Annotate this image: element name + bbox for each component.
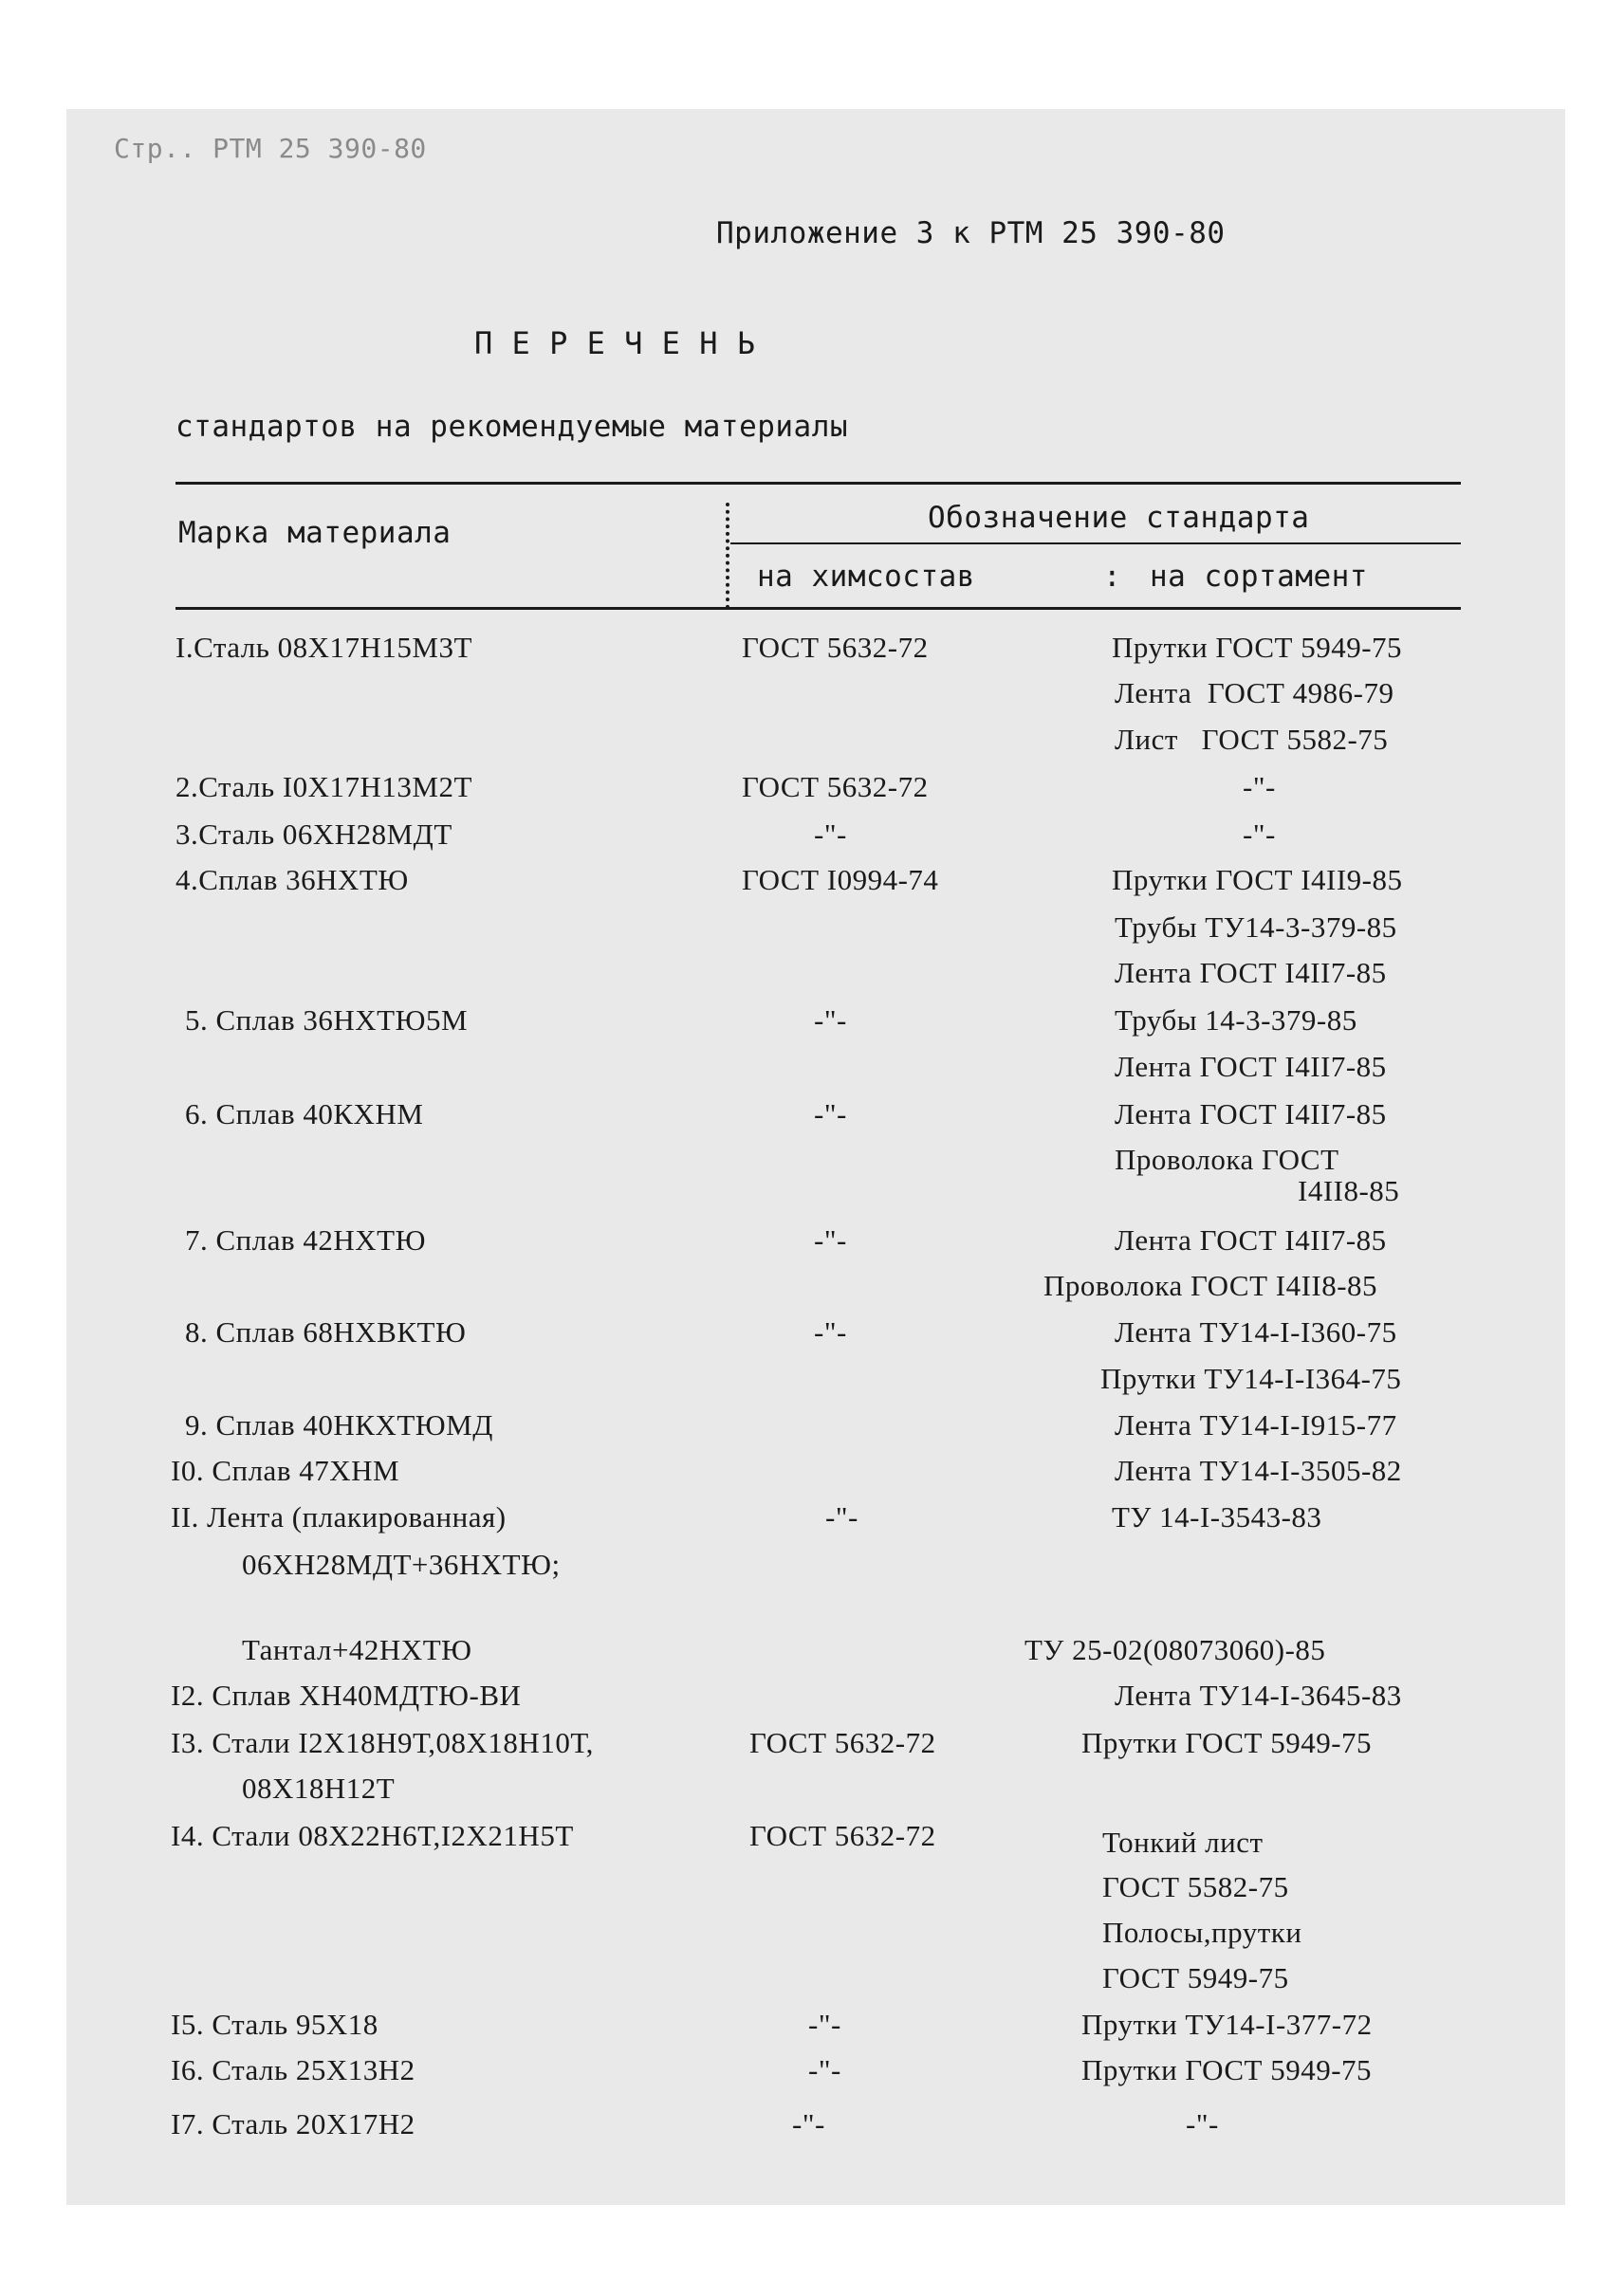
row-15-assort-1: Прутки ТУ14-I-377-72 [1081, 2008, 1373, 2041]
row-6-material: 6. Сплав 40КХНМ [185, 1097, 424, 1130]
header-standard: Обозначение стандарта [928, 501, 1310, 535]
row-12-material: I2. Сплав ХН40МДТЮ-ВИ [171, 1679, 522, 1712]
header-material: Марка материала [178, 516, 452, 550]
row-2-material: 2.Сталь I0Х17Н13М2Т [175, 770, 472, 803]
row-15-material: I5. Сталь 95Х18 [171, 2008, 378, 2041]
row-1-assort-1: Прутки ГОСТ 5949-75 [1112, 631, 1403, 664]
row-8-assort-2: Прутки ТУ14-I-I364-75 [1100, 1362, 1402, 1395]
row-1-chem: ГОСТ 5632-72 [742, 631, 929, 664]
header-mid-rule [730, 542, 1461, 544]
header-separator: : [1103, 560, 1122, 594]
appendix-reference: Приложение 3 к РТМ 25 390-80 [716, 216, 1226, 250]
row-4-assort-1: Прутки ГОСТ I4II9-85 [1112, 863, 1403, 896]
page-header: Стр.. РТМ 25 390-80 [114, 133, 427, 164]
row-14-assort-4: ГОСТ 5949-75 [1102, 1961, 1289, 1994]
row-3-material: 3.Сталь 06ХН28МДТ [175, 817, 452, 851]
row-8-material: 8. Сплав 68НХВКТЮ [185, 1315, 467, 1349]
row-3-chem: -"- [814, 817, 847, 851]
row-5-assort-1: Трубы 14-3-379-85 [1115, 1003, 1357, 1037]
row-11-material-3: Тантал+42НХТЮ [242, 1633, 472, 1666]
row-15-chem: -"- [808, 2008, 841, 2041]
table-top-rule [175, 482, 1461, 485]
row-11-material-1: II. Лента (плакированная) [171, 1500, 507, 1534]
row-16-chem: -"- [808, 2053, 841, 2086]
row-1-material: I.Сталь 08Х17Н15М3Т [175, 631, 472, 664]
row-7-material: 7. Сплав 42НХТЮ [185, 1223, 426, 1257]
row-6-assort-2: Проволока ГОСТ [1115, 1143, 1339, 1176]
row-14-assort-1: Тонкий лист [1102, 1826, 1264, 1859]
row-8-chem: -"- [814, 1315, 847, 1349]
row-4-material: 4.Сплав 36НХТЮ [175, 863, 409, 896]
row-9-assort-1: Лента ТУ14-I-I915-77 [1115, 1408, 1397, 1442]
document-title: П Е Р Е Ч Е Н Ь [474, 325, 756, 361]
header-divider [726, 503, 729, 609]
row-11-material-2: 06ХН28МДТ+36НХТЮ; [242, 1548, 561, 1581]
row-11-chem: -"- [825, 1500, 858, 1534]
row-13-assort-1: Прутки ГОСТ 5949-75 [1081, 1726, 1373, 1759]
row-16-material: I6. Сталь 25Х13Н2 [171, 2053, 415, 2086]
row-13-chem: ГОСТ 5632-72 [749, 1726, 936, 1759]
row-4-assort-3: Лента ГОСТ I4II7-85 [1115, 956, 1387, 989]
row-7-assort-2: Проволока ГОСТ I4II8-85 [1043, 1269, 1378, 1302]
row-6-assort-3: I4II8-85 [1298, 1174, 1400, 1207]
row-17-assort-1: -"- [1186, 2107, 1219, 2140]
row-2-assort-1: -"- [1243, 770, 1276, 803]
row-14-assort-3: Полосы,прутки [1102, 1916, 1302, 1949]
row-11-assort-1: ТУ 14-I-3543-83 [1112, 1500, 1322, 1534]
row-14-material: I4. Стали 08Х22Н6Т,I2Х21Н5Т [171, 1819, 574, 1852]
row-14-chem: ГОСТ 5632-72 [749, 1819, 936, 1852]
row-8-assort-1: Лента ТУ14-I-I360-75 [1115, 1315, 1397, 1349]
row-5-material: 5. Сплав 36НХТЮ5М [185, 1003, 469, 1037]
row-6-assort-1: Лента ГОСТ I4II7-85 [1115, 1097, 1387, 1130]
row-9-material: 9. Сплав 40НКХТЮМД [185, 1408, 493, 1442]
header-chem: на химсостав [757, 560, 975, 594]
row-5-assort-2: Лента ГОСТ I4II7-85 [1115, 1050, 1387, 1083]
row-17-material: I7. Сталь 20Х17Н2 [171, 2107, 415, 2140]
row-4-chem: ГОСТ I0994-74 [742, 863, 939, 896]
document-subtitle: стандартов на рекомендуемые материалы [175, 410, 849, 444]
row-13-material-2: 08Х18Н12Т [242, 1772, 396, 1805]
row-1-assort-3: Лист ГОСТ 5582-75 [1115, 723, 1389, 756]
row-6-chem: -"- [814, 1097, 847, 1130]
row-10-assort-1: Лента ТУ14-I-3505-82 [1115, 1454, 1402, 1487]
row-1-assort-2: Лента ГОСТ 4986-79 [1115, 676, 1394, 709]
row-2-chem: ГОСТ 5632-72 [742, 770, 929, 803]
row-13-material-1: I3. Стали I2Х18Н9Т,08Х18Н10Т, [171, 1726, 594, 1759]
row-5-chem: -"- [814, 1003, 847, 1037]
header-assortment: на сортамент [1150, 560, 1368, 594]
row-10-material: I0. Сплав 47ХНМ [171, 1454, 400, 1487]
row-12-assort-1: Лента ТУ14-I-3645-83 [1115, 1679, 1402, 1712]
row-11-assort-2: ТУ 25-02(08073060)-85 [1024, 1633, 1326, 1666]
header-bottom-rule [175, 607, 1461, 610]
row-3-assort-1: -"- [1243, 817, 1276, 851]
row-16-assort-1: Прутки ГОСТ 5949-75 [1081, 2053, 1373, 2086]
row-4-assort-2: Трубы ТУ14-3-379-85 [1115, 910, 1397, 944]
row-7-assort-1: Лента ГОСТ I4II7-85 [1115, 1223, 1387, 1257]
row-17-chem: -"- [792, 2107, 825, 2140]
row-7-chem: -"- [814, 1223, 847, 1257]
row-14-assort-2: ГОСТ 5582-75 [1102, 1870, 1289, 1903]
